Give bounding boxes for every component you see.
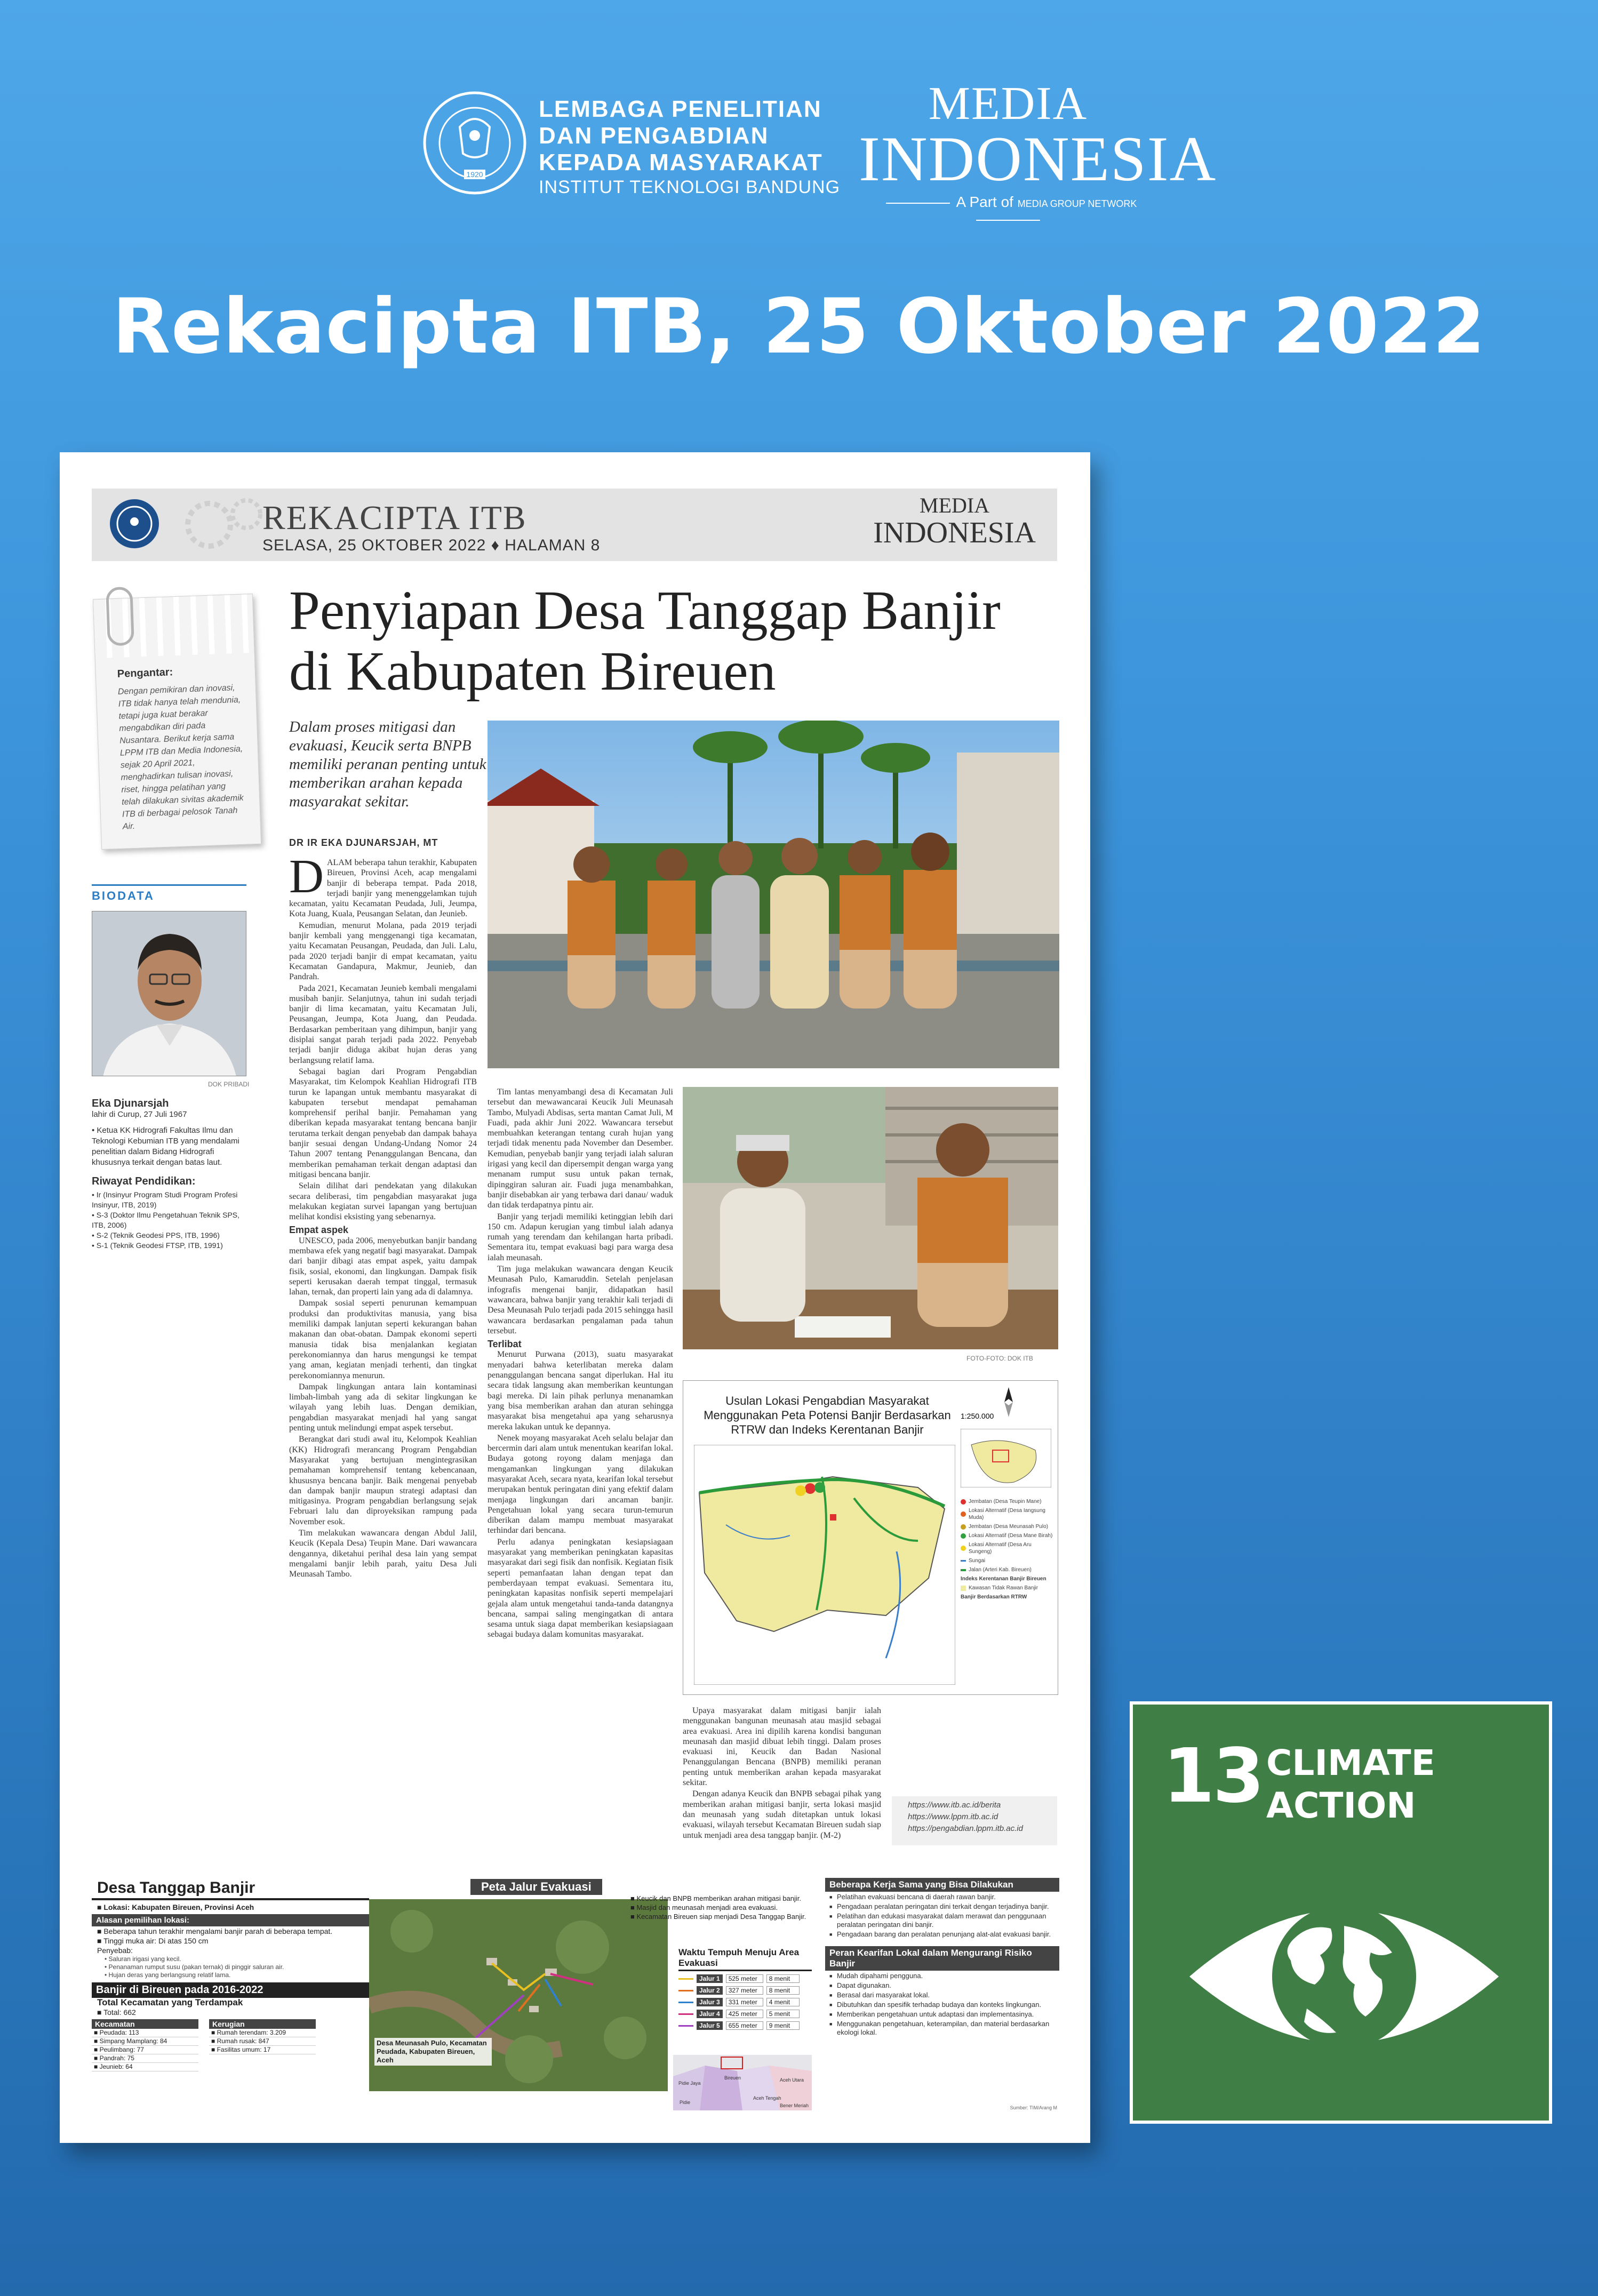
- cause-item: • Saluran irigasi yang kecil.: [105, 1955, 181, 1963]
- article-headline: [289, 580, 1001, 702]
- location-text: ■ Lokasi: Kabupaten Bireuen, Provinsi Aceh: [97, 1903, 254, 1911]
- article-lead: Dalam proses mitigasi dan evakuasi, Keucik serta BNPB memiliki peranan penting untuk memberikan arahan kepada masyarakat sekitar.: [289, 718, 486, 810]
- paragraph: Dampak sosial seperti penurunan kemampuan produksi dan produktivitas manusia, yang bisa memiliki dampak lanjutan seperti kekurangan bahan makanan dan obat-obatan. Dampak ekonomi seperti manusia tidak bisa menjalankan kegiatan perekonomiannya dan harus mengungsi ke tempat yang aman, kegiatan menjadi terhenti, dan tingkat perekonomiannya menurun.: [289, 1299, 477, 1380]
- bio-edu-item: • S-1 (Teknik Geodesi FTSP, ITB, 1991): [92, 1241, 223, 1250]
- kecamatan-row: ■ Pandrah: 75: [92, 2054, 198, 2063]
- kearifan-item: ■ Dapat digunakan.: [825, 1981, 1059, 1990]
- total-value: ■ Total: 662: [97, 2008, 136, 2017]
- mi-logo-line1: MEDIA: [928, 78, 1088, 130]
- legend-item: Lokasi Alternatif (Desa Iangsung Muda): [961, 1507, 1054, 1521]
- subheading: Terlibat: [488, 1339, 522, 1350]
- issue-date: SELASA, 25 OKTOBER 2022 ♦ HALAMAN 8: [262, 537, 601, 554]
- paragraph: Pada 2021, Kecamatan Jeunieb kembali mengalami musibah banjir. Selanjutnya, tahun ini sudah terjadi banjir di lima kecamatan, yaitu Kecamatan Juli, Peusangan, Jeumpa, Kota Juang, dan Peudada. Berdasarkan pemberitaan yang dihimpun, banjir yang disiplai sangat parah terjadi pada 2022. Penyebab terjadi banjir diduga akibat hujan deras yang berlangsung relatif lama.: [289, 983, 477, 1065]
- legend-item: Jalan (Arteri Kab. Bireuen): [961, 1566, 1054, 1573]
- flood-map: [683, 1380, 1058, 1695]
- route-row: Jalur 5 655 meter 9 menit: [678, 2021, 812, 2030]
- interview-photo: [683, 1087, 1058, 1349]
- reason-heading: Alasan pemilihan lokasi:: [92, 1914, 369, 1926]
- kerugian-row: ■ Rumah rusak: 847: [209, 2037, 316, 2046]
- bio-edu-item: • S-3 (Doktor Ilmu Pengetahuan Teknik SPS, ITB, 2006): [92, 1211, 240, 1229]
- kerugian-row: ■ Rumah terendam: 3.209: [209, 2029, 316, 2037]
- reason-item: ■ Tinggi muka air: Di atas 150 cm: [97, 1937, 209, 1945]
- paragraph: Sebagai bagian dari Program Pengabdian Masyarakat, tim Kelompok Keahlian Hidrografi ITB turun ke lapangan untuk membantu masyarakat di kabupaten tersebut mendapat pemahaman komprehensif perihal banjir. Pemahaman yang diberikan kepada masyarakat tentang bencana banjir terutama terkait dengan penyebab dan dampak bahaya banjir sesuai dengan Undang-Undang Nomor 24 Tahun 2007 tentang Penanggulangan Bencana, dan memberikan pemahaman terkait dengan adaptasi dan mitigasi bencana banjir.: [289, 1067, 477, 1179]
- subheading: Empat aspek: [289, 1225, 349, 1236]
- kerja-sama-heading: Beberapa Kerja Sama yang Bisa Dilakukan: [825, 1878, 1059, 1892]
- legend-item: Kawasan Tidak Rawan Banjir: [961, 1585, 1054, 1591]
- bio-description: • Ketua KK Hidrografi Fakultas Ilmu dan Teknologi Kebumian ITB yang mendalami penelitian dalam Bidang Hidrografi khususnya terkait dengan batas laut.: [92, 1126, 239, 1167]
- link-itb-berita[interactable]: https://www.itb.ac.id/berita: [908, 1801, 1001, 1810]
- peta-list: [630, 1894, 806, 1921]
- pengantar-note: [93, 594, 261, 850]
- legend-dot-icon: [961, 1511, 966, 1517]
- paragraph: UNESCO, pada 2006, menyebutkan banjir bandang membawa efek yang negatif bagi masyarakat. Dampak dari banjir dibagi atas empat aspek, yaitu dampak fisik, sosial, ekonomi, dan lingkungan. Dampak fisik seperti kerusakan daerah tempat tinggal, termasuk lahan, ternak, dan properti lain yang ada di dalamnya.: [289, 1236, 477, 1297]
- kerugian-column: [209, 2017, 316, 2071]
- sdg-label: CLIMATE ACTION: [1266, 1742, 1435, 1826]
- kearifan-item: ■ Berasal dari masyarakat lokal.: [825, 1991, 1059, 1999]
- bio-photo-credit: DOK PRIBADI: [208, 1081, 250, 1088]
- kecamatan-heading: Kecamatan: [92, 2019, 198, 2029]
- map-title: Usulan Lokasi Pengabdian Masyarakat Menggunakan Peta Potensi Banjir Berdasarkan RTRW dan Indeks Kerentanan Banjir: [704, 1394, 951, 1436]
- map-drawing: [694, 1445, 955, 1685]
- map-scale: 1:250.000: [961, 1412, 994, 1420]
- legend-item: Jembatan (Desa Teupin Mane): [961, 1498, 1054, 1505]
- paragraph: Dengan adanya Keucik dan BNPB sebagai pihak yang memberikan arahan mitigasi banjir, serta lokasi masjid dan meunasah yang sudah ditetapkan untuk lokasi evakuasi, wilayah tersebut Kecamatan Bireuen sudah siap untuk menjadi area desa tanggap banjir. (M-2): [683, 1789, 881, 1840]
- paragraph: ALAM beberapa tahun terakhir, Kabupaten Bireuen, Provinsi Aceh, acap mengalami banjir di beberapa tempat. Pada 2018, terjadi banjir yang menenggelamkan tujuh kecamatan, yaitu Kecamatan Peudada, Juli, Jeumpa, Kota Juang, Kuala, Peusangan Selatan, dan Jeunieb.: [289, 858, 477, 919]
- paragraph: Dampak lingkungan antara lain kontaminasi limbah-limbah yang ada di sekitar lingkungan ke wilayah yang lebih luas. Dengan demikian, pengabdian masyarakat menjadi hal yang sangat penting untuk melindungi empat aspek tersebut.: [289, 1382, 477, 1433]
- kearifan-item: ■ Menggunakan pengetahuan, keterampilan, dan material berdasarkan ekologi lokal.: [825, 2020, 1059, 2037]
- paragraph: Menurut Purwana (2013), suatu masyarakat menyadari bahwa keterlibatan mereka dalam penanggulangan bencana sangat diperlukan. Hal itu secara tidak langsung akan memberikan keuntungan bagi mereka. Di lain pihak perlunya menanamkan yang bisa memberikan arahan dan aturan sehingga masyarakat bisa mengetahui apa yang seharusnya mereka lakukan untuk ke depannya.: [488, 1350, 673, 1431]
- masthead-seal-icon: [108, 497, 161, 550]
- svg-text:1920: 1920: [466, 170, 483, 179]
- infographic-left: [92, 1878, 369, 2113]
- newspaper-page: [60, 452, 1090, 2143]
- team-photo: [488, 721, 1059, 1068]
- mi-logo-line2: INDONESIA: [859, 123, 1217, 194]
- itb-seal-logo: [421, 90, 528, 196]
- inset-map: [961, 1429, 1051, 1487]
- stats-table: [92, 2017, 369, 2071]
- pengantar-heading: Pengantar:: [117, 666, 173, 680]
- kerugian-heading: Kerugian: [209, 2019, 316, 2029]
- infographic-middle: [369, 1878, 814, 2113]
- kearifan-item: ■ Memberikan pengetahuan untuk adaptasi dan implementasinya.: [825, 2010, 1059, 2019]
- legend-item: Jembatan (Desa Meunasah Pulo): [961, 1523, 1054, 1530]
- legend-item: Sungai: [961, 1557, 1054, 1564]
- mi-logo-tag: A Part of MEDIA GROUP NETWORK: [859, 194, 1157, 228]
- page-title: Rekacipta ITB, 25 Oktober 2022: [112, 283, 1486, 371]
- kerja-sama-item: ■ Pengadaan peralatan peringatan dini terkait dengan terjadinya banjir.: [825, 1902, 1059, 1911]
- biodata-heading: BIODATA: [92, 884, 246, 903]
- paragraph: Tim melakukan wawancara dengan Abdul Jalil, Keucik (Kepala Desa) Teupin Mane. Dari wawancara dengannya, diketahui perihal desa lain yang sempat mengalami banjir lebih parah, yaitu Desa Juli Meunasah Tambo.: [289, 1529, 477, 1579]
- kecamatan-row: ■ Jeunieb: 64: [92, 2063, 198, 2071]
- infographic-title: Desa Tanggap Banjir: [92, 1878, 369, 1900]
- svg-text:Aceh Tengah: Aceh Tengah: [753, 2095, 781, 2101]
- kecamatan-row: ■ Peudada: 113: [92, 2029, 198, 2037]
- paragraph: Nenek moyang masyarakat Aceh selalu belajar dan bercermin dari alam untuk menentukan kearifan lokal. Budaya gotong royong dalam menjaga dan mengamankan lingkungan yang dilakukan masyarakat Aceh, secara nyata, kearifan lokal tersebut merupakan bentuk peringatan dini yang efektif dalam menjaga lingkungan dari ancaman banjir. Pengetahuan lokal yang secara turun-temurun diberikan dalam mampu membuat masyarakat terhindar dari bencana.: [488, 1433, 673, 1535]
- sdg13-climate-action-badge: [1130, 1701, 1552, 2124]
- river-line-icon: [961, 1560, 966, 1562]
- bio-name: Eka Djunarsjah: [92, 1098, 169, 1109]
- bio-born: lahir di Curup, 27 Juli 1967: [92, 1110, 187, 1119]
- cause-heading: Penyebab:: [97, 1946, 133, 1955]
- legend-item: Indeks Kerentanan Banjir Bireuen: [961, 1576, 1046, 1582]
- evacuation-time-table: [678, 1947, 812, 2030]
- paragraph: Tim lantas menyambangi desa di Kecamatan Juli tersebut dan mewawancarai Keucik Juli Meunasah Tambo, Mulyadi Abdisas, serta mantan Camat Juli, M Fuadi, pada akhir Juni 2022. Wawancara tersebut membuahkan keterangan tentang curah hujan yang terjadi tidak menentu pada November dan Desember. Kemudian, penyebab banjir yang terjadi ialah saluran irigasi yang kecil dan dipersempit dengan warga yang menanam rumput susu untuk pakan ternak, dipinggiran saluran air. Fuadi juga menambahkan, banjir disebabkan air yang terbawa dari danau/ waduk dan tidak terdapatnya pintu air.: [488, 1087, 673, 1210]
- stats-heading: Banjir di Bireuen pada 2016-2022: [92, 1982, 369, 1998]
- kearifan-heading: Peran Kearifan Lokal dalam Mengurangi Risiko Banjir: [825, 1946, 1059, 1971]
- kerja-sama-item: ■ Pelatihan dan edukasi masyarakat dalam merawat dan penggunaan peralatan peringatan dini banjir.: [825, 1912, 1059, 1929]
- masthead: [92, 489, 1057, 561]
- route-arrow-icon: [678, 1978, 693, 1980]
- article-column-2: [488, 1087, 673, 1690]
- link-pengabdian[interactable]: https://pengabdian.lppm.itb.ac.id: [908, 1824, 1023, 1833]
- aerial-caption: Desa Meunasah Pulo, Kecamatan Peudada, Kabupaten Bireuen, Aceh: [374, 2038, 492, 2066]
- svg-text:Pidie Jaya: Pidie Jaya: [678, 2081, 701, 2086]
- bio-edu-item: • S-2 (Teknik Geodesi PPS, ITB, 1996): [92, 1231, 220, 1239]
- svg-text:Pidie: Pidie: [680, 2100, 691, 2105]
- regional-minimap: [673, 2055, 812, 2110]
- link-lppm[interactable]: https://www.lppm.itb.ac.id: [908, 1812, 998, 1821]
- paragraph: Kemudian, menurut Molana, pada 2019 terjadi banjir kembali yang menggenangi tiga kecamatan, yaitu Kecamatan Peusangan, Peudada, dan Juli. Lalu, pada 2020 terjadi banjir di empat kecamatan, yaitu Kecamatan Gandapura, Makmur, Jeunieb, dan Pandrah.: [289, 921, 477, 982]
- legend-swatch-icon: [961, 1586, 966, 1591]
- institution-name: INSTITUT TEKNOLOGI BANDUNG: [539, 177, 841, 197]
- route-row: Jalur 2 327 meter 8 menit: [678, 1986, 812, 1995]
- paragraph: Perlu adanya peningkatan kesiapsiagaan masyarakat yang memberikan peningkatan kapasitas masyarakat dari segi fisik dan nonfisik. Kegiatan fisik seperti pemanfaatan lahan dengan tepat dan pemberdayaan tempat evakuasi. Sementara itu, peningkatan kapasitas nonfisik seperti mempelajari gejala alam untuk mengetahui tanda-tanda datangnya bencana, sampai saling mengingatkan di antara sesama untuk siaga dapat memberikan kesiapsiagaan sebagai budaya dalam komunitas masyarakat.: [488, 1537, 673, 1639]
- kecamatan-column: [92, 2017, 198, 2071]
- cause-item: • Penanaman rumput susu (pakan ternak) di pinggir saluran air.: [105, 1963, 284, 1971]
- kearifan-item: ■ Dibutuhkan dan spesifik terhadap budaya dan konteks lingkungan.: [825, 2001, 1059, 2009]
- route-row: Jalur 1 525 meter 8 menit: [678, 1974, 812, 1983]
- headline-line-2: di Kabupaten Bireuen: [289, 641, 776, 702]
- peta-list-item: ■ Masjid dan meunasah menjadi area evakuasi.: [630, 1903, 778, 1911]
- legend-item: Lokasi Alternatif (Desa Aru Sungeng): [961, 1541, 1054, 1555]
- total-heading: Total Kecamatan yang Terdampak: [97, 1997, 243, 2007]
- waktu-heading: Waktu Tempuh Menuju Area Evakuasi: [678, 1947, 812, 1971]
- paragraph: Berangkat dari studi awal itu, Kelompok Keahlian (KK) Hidrografi merancang Program Pengabdian Masyarakat yang bertujuan mengintegrasikan pemahaman komprehensif tentang kebencanaan, khususnya bencana banjir. Baik mengenai penyebab dan dampak banjir maupun strategi adaptasi dan mitigasinya. Program pengabdian berlangsung sejak Februari lalu dan diproyeksikan rampung pada November esok.: [289, 1435, 477, 1526]
- lppm-text-block: [539, 96, 840, 198]
- kearifan-item: ■ Mudah dipahami pengguna.: [825, 1972, 1059, 1980]
- infographic-source: Sumber: TIM/Arang M: [1010, 2105, 1057, 2110]
- map-legend: [961, 1498, 1054, 1603]
- reason-item: ■ Beberapa tahun terakhir mengalami banjir parah di beberapa tempat.: [97, 1927, 333, 1935]
- route-row: Jalur 3 331 meter 4 menit: [678, 1998, 812, 2006]
- dropcap: D: [289, 858, 324, 903]
- infographic: [92, 1878, 1059, 2113]
- svg-text:Bener Meriah: Bener Meriah: [780, 2103, 809, 2108]
- lppm-line-2: DAN PENGABDIAN: [539, 123, 769, 149]
- links-box: [892, 1796, 1057, 1845]
- legend-dot-icon: [961, 1524, 966, 1530]
- infographic-right: [825, 1878, 1059, 2113]
- bio-edu-heading: Riwayat Pendidikan:: [92, 1175, 196, 1187]
- route-arrow-icon: [678, 2013, 693, 2015]
- section-title: REKACIPTA ITB: [262, 499, 527, 537]
- headline-line-1: Penyiapan Desa Tanggap Banjir: [289, 580, 1001, 641]
- pengantar-text: Dengan pemikiran dan inovasi, ITB tidak hanya telah mendunia, tetapi juga kuat berakar mengabdikan diri pada Nusantara. Berikut kerja sama LPPM ITB dan Media Indonesia, sejak 20 April 2021, menghadirkan tulisan inovasi, riset, hingga pelatihan yang telah dilakukan sivitas akademik ITB di berbagai pelosok Tanah Air.: [117, 683, 244, 831]
- media-indonesia-logo: [859, 78, 1217, 228]
- legend-dot-icon: [961, 1546, 966, 1551]
- author-photo: [92, 911, 246, 1076]
- photo-credit: FOTO-FOTO: DOK ITB: [966, 1355, 1033, 1362]
- peta-heading: Peta Jalur Evakuasi: [470, 1879, 602, 1895]
- kecamatan-row: ■ Simpang Mamplang: 84: [92, 2037, 198, 2046]
- biodata-text: [92, 1098, 252, 1251]
- article-column-1: [289, 858, 477, 1839]
- road-line-icon: [961, 1569, 966, 1571]
- article-byline: DR IR EKA DJUNARSJAH, MT: [289, 837, 438, 848]
- paragraph: Tim juga melakukan wawancara dengan Keucik Meunasah Pulo, Kamaruddin. Setelah penjelasan infografis mengenai banjir, didapatkan hasil wawancara, bahwa banjir yang terakhir kali terjadi di Desa Meunasah Pulo terjadi pada 2015 sehingga hasil wawancara berdasarkan pengalaman pada tahun tersebut.: [488, 1265, 673, 1335]
- legend-item: Lokasi Alternatif (Desa Mane Birah): [961, 1532, 1054, 1539]
- legend-item: Banjir Berdasarkan RTRW: [961, 1594, 1027, 1600]
- masthead-mi-logo: MEDIA INDONESIA: [873, 493, 1036, 549]
- kecamatan-row: ■ Peulimbang: 77: [92, 2046, 198, 2054]
- header-logos: [0, 80, 1598, 208]
- paragraph: Upaya masyarakat dalam mitigasi banjir ialah menggunakan bangunan meunasah atau masjid sebagai area evakuasi. Area ini dipilih karena kondisi bangunan meunasah dan masjid dibuat lebih tinggi. Dalam proses evakuasi ini, Keucik dan Badan Nasional Penanggulangan Bencana (BNPB) memiliki peranan penting untuk memberikan arahan kepada masyarakat sekitar.: [683, 1706, 881, 1788]
- svg-text:Bireuen: Bireuen: [724, 2075, 741, 2081]
- route-arrow-icon: [678, 2025, 693, 2027]
- bio-edu-item: • Ir (Insinyur Program Studi Program Profesi Insinyur, ITB, 2019): [92, 1190, 238, 1209]
- peta-list-item: ■ Keucik dan BNPB memberikan arahan mitigasi banjir.: [630, 1894, 802, 1902]
- lppm-line-1: LEMBAGA PENELITIAN: [539, 96, 822, 122]
- climate-eye-icon: [1184, 1875, 1504, 2078]
- kerja-sama-item: ■ Pengadaan barang dan peralatan penunjang alat-alat evakuasi banjir.: [825, 1930, 1059, 1939]
- paragraph: Selain dilihat dari pendekatan yang dilakukan secara deliberasi, tim pengabdian masyarakat juga melakukan kegiatan survei lapangan yang bertujuan melihat kondisi eksisting yang sebenarnya.: [289, 1181, 477, 1222]
- kerja-sama-item: ■ Pelatihan evakuasi bencana di daerah rawan banjir.: [825, 1893, 1059, 1901]
- route-row: Jalur 4 425 meter 5 menit: [678, 2010, 812, 2018]
- lppm-line-3: KEPADA MASYARAKAT: [539, 149, 823, 175]
- north-arrow-icon: [993, 1386, 1025, 1418]
- route-arrow-icon: [678, 1990, 693, 1991]
- route-arrow-icon: [678, 2002, 693, 2003]
- legend-dot-icon: [961, 1533, 966, 1539]
- legend-dot-icon: [961, 1499, 966, 1505]
- svg-text:Aceh Utara: Aceh Utara: [780, 2077, 804, 2083]
- cause-item: • Hujan deras yang berlangsung relatif lama.: [105, 1971, 231, 1979]
- paragraph: Banjir yang terjadi memiliki ketinggian lebih dari 150 cm. Adapun kerugian yang timbul ialah adanya rumah yang terendam dan kehilangan harta pribadi. Sementara itu, tempat evakuasi bagi para warga desa ialah meunasah.: [488, 1212, 673, 1262]
- article-column-3: [683, 1706, 881, 1866]
- kerugian-row: ■ Fasilitas umum: 17: [209, 2046, 316, 2054]
- sdg-number: 13: [1163, 1733, 1263, 1820]
- paperclip-icon: [106, 587, 134, 646]
- peta-list-item: ■ Kecamatan Bireuen siap menjadi Desa Tanggap Banjir.: [630, 1913, 806, 1921]
